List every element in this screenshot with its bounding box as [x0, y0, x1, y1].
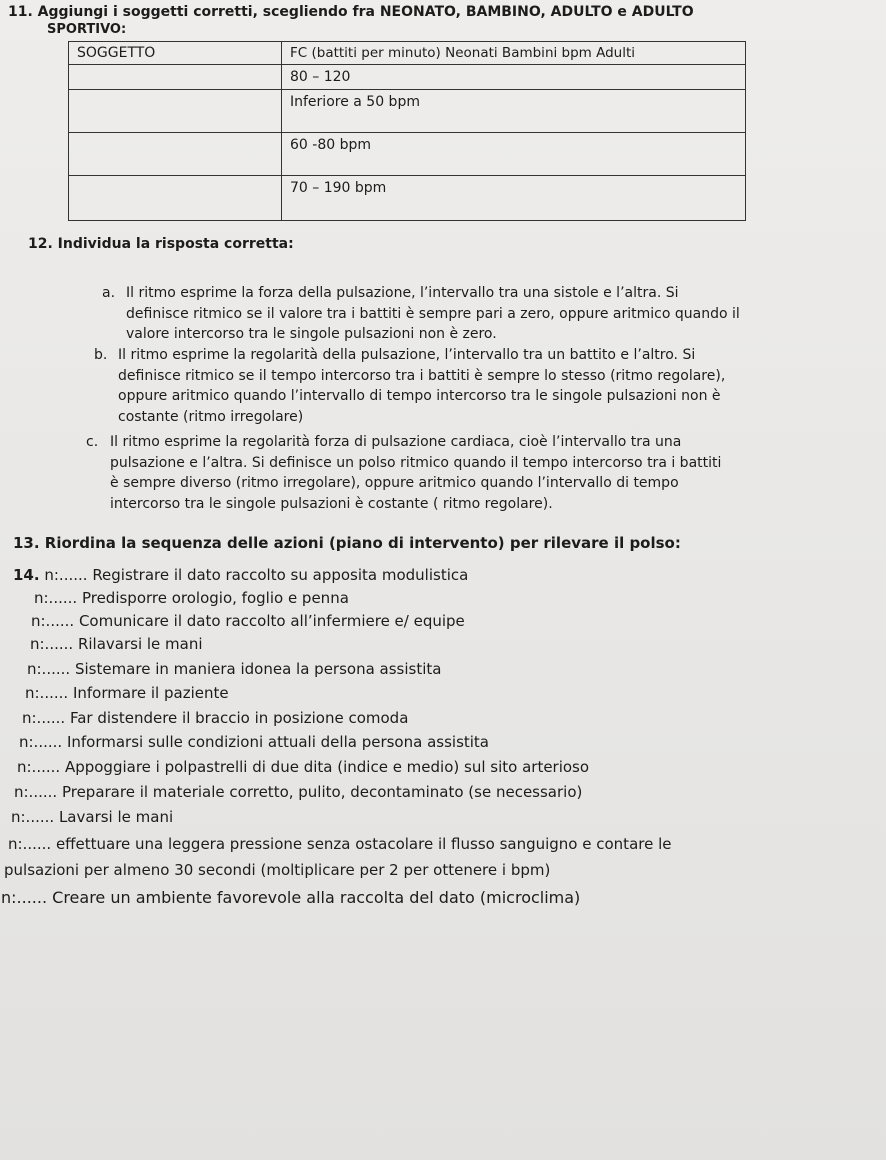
- list-item: [31, 612, 465, 630]
- option-b-line: oppure aritmico quando l’intervallo di tempo intercorso tra le singole pulsazioni non è: [118, 388, 721, 404]
- question-13-title: 13. Riordina la sequenza delle azioni (piano di intervento) per rilevare il polso:: [13, 534, 681, 552]
- option-c-line: è sempre diverso (ritmo irregolare), oppure aritmico quando l’intervallo di tempo: [110, 475, 679, 491]
- list-item: [13, 566, 468, 584]
- step-text: Comunicare il dato raccolto all’infermiere e/ equipe: [78, 612, 465, 630]
- fc-cell: 70 – 190 bpm: [282, 176, 746, 221]
- list-item: [8, 835, 672, 853]
- header-soggetto: SOGGETTO: [69, 42, 282, 65]
- option-b-line: definisce ritmico se il tempo intercorso tra i battiti è sempre lo stesso (ritmo regolare),: [118, 367, 726, 384]
- list-item: [1, 888, 580, 907]
- step-text: Rilavarsi le mani: [77, 635, 203, 653]
- table-row: [69, 133, 746, 176]
- option-a-line: valore intercorso tra le singole pulsazioni non è zero.: [126, 326, 497, 342]
- order-blank[interactable]: n:......: [19, 733, 63, 751]
- option-b-line: Il ritmo esprime la regolarità della pulsazione, l’intervallo tra un battito e l’altro. Si: [118, 347, 696, 363]
- order-blank[interactable]: n:......: [25, 684, 69, 702]
- option-c-line: intercorso tra le singole pulsazioni è costante ( ritmo regolare).: [110, 495, 553, 512]
- list-item: [17, 758, 589, 776]
- order-blank[interactable]: n:......: [27, 660, 71, 678]
- order-blank[interactable]: n:......: [1, 888, 48, 907]
- table-row: [69, 176, 746, 221]
- heart-rate-table: [68, 41, 746, 221]
- list-item: [34, 589, 349, 607]
- option-b[interactable]: [94, 345, 726, 427]
- fc-cell: Inferiore a 50 bpm: [282, 90, 746, 133]
- step-text: effettuare una leggera pressione senza ostacolare il flusso sanguigno e contare le: [55, 835, 672, 853]
- order-blank[interactable]: n:......: [8, 835, 52, 853]
- question-11-title-cont: SPORTIVO:: [47, 22, 127, 37]
- step-text: Predisporre orologio, foglio e penna: [81, 589, 349, 607]
- table-row: [69, 90, 746, 133]
- order-blank[interactable]: n:......: [14, 783, 58, 801]
- list-item: [25, 684, 229, 702]
- option-c[interactable]: [86, 432, 722, 514]
- order-blank[interactable]: n:......: [22, 709, 66, 727]
- list-item: [30, 635, 203, 653]
- option-c-label: c.: [86, 434, 99, 450]
- step-text: Lavarsi le mani: [58, 808, 174, 826]
- option-a[interactable]: [102, 283, 740, 345]
- table-header-row: [69, 42, 746, 65]
- option-a-line: Il ritmo esprime la forza della pulsazione, l’intervallo tra una sistole e l’altra. Si: [126, 285, 679, 301]
- header-fc: FC (battiti per minuto) Neonati Bambini bpm Adulti: [282, 42, 746, 65]
- subject-cell[interactable]: [69, 90, 282, 133]
- step-text: Preparare il materiale corretto, pulito, decontaminato (se necessario): [61, 783, 583, 801]
- subject-cell[interactable]: [69, 176, 282, 221]
- subject-cell[interactable]: [69, 65, 282, 90]
- step-text: Registrare il dato raccolto su apposita modulistica: [92, 566, 469, 584]
- question-12-title: 12. Individua la risposta corretta:: [28, 236, 294, 252]
- list-item: [19, 733, 489, 751]
- option-a-line: definisce ritmico se il valore tra i battiti è sempre pari a zero, oppure aritmico quando il: [126, 305, 740, 322]
- step-text: Appoggiare i polpastrelli di due dita (indice e medio) sul sito arterioso: [64, 758, 590, 776]
- option-a-label: a.: [102, 285, 116, 301]
- question-14-number: 14.: [13, 566, 40, 584]
- table-row: [69, 65, 746, 90]
- step-text-cont: pulsazioni per almeno 30 secondi (moltiplicare per 2 per ottenere i bpm): [4, 861, 551, 879]
- order-blank[interactable]: n:......: [17, 758, 61, 776]
- question-11-title: 11. Aggiungi i soggetti corretti, scegliendo fra NEONATO, BAMBINO, ADULTO e ADULTO: [8, 4, 694, 20]
- step-text: Informarsi sulle condizioni attuali della persona assistita: [66, 733, 490, 751]
- option-c-line: Il ritmo esprime la regolarità forza di pulsazione cardiaca, cioè l’intervallo tra una: [110, 434, 682, 450]
- list-item: [14, 783, 582, 801]
- list-item: [27, 660, 441, 678]
- option-b-line: costante (ritmo irregolare): [118, 408, 304, 425]
- step-text: Far distendere il braccio in posizione comoda: [69, 709, 409, 727]
- option-b-label: b.: [94, 347, 108, 363]
- step-text: Creare un ambiente favorevole alla raccolta del dato (microclima): [52, 888, 581, 907]
- list-item: [11, 808, 173, 826]
- step-text: Sistemare in maniera idonea la persona assistita: [74, 660, 442, 678]
- order-blank[interactable]: n:......: [11, 808, 55, 826]
- order-blank[interactable]: n:......: [31, 612, 75, 630]
- step-text: Informare il paziente: [72, 684, 229, 702]
- order-blank[interactable]: n:......: [44, 566, 88, 584]
- fc-cell: 60 -80 bpm: [282, 133, 746, 176]
- option-c-line: pulsazione e l’altra. Si definisce un polso ritmico quando il tempo intercorso tra i battiti: [110, 454, 722, 471]
- order-blank[interactable]: n:......: [34, 589, 78, 607]
- subject-cell[interactable]: [69, 133, 282, 176]
- fc-cell: 80 – 120: [282, 65, 746, 90]
- order-blank[interactable]: n:......: [30, 635, 74, 653]
- list-item: [22, 709, 408, 727]
